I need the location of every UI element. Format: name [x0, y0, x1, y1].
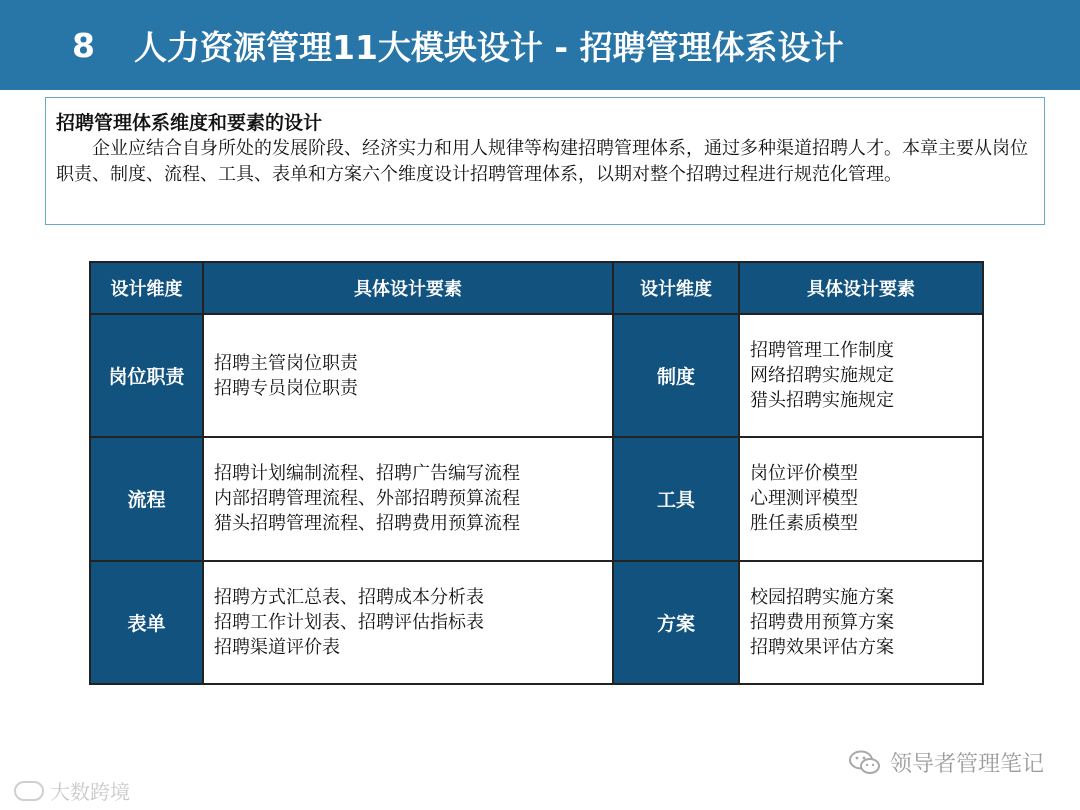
element-item: 招聘效果评估方案	[750, 636, 894, 658]
watermark-logo-icon	[14, 781, 44, 801]
wechat-label: 领导者管理笔记	[889, 752, 1044, 777]
elements-cell	[739, 561, 983, 684]
header-elements-right: 具体设计要素	[739, 262, 983, 314]
section-number: 8	[72, 25, 95, 65]
table-header-row	[90, 262, 983, 314]
intro-box	[45, 97, 1045, 225]
header-dimension-right: 设计维度	[613, 262, 739, 314]
watermark-label: 大数跨境	[50, 780, 130, 804]
dimension-cell: 制度	[613, 314, 739, 437]
dimension-cell: 流程	[90, 437, 203, 560]
title-bar	[0, 0, 1080, 90]
element-item: 胜任素质模型	[750, 513, 858, 535]
header-dimension-left: 设计维度	[90, 262, 203, 314]
intro-paragraph: 企业应结合自身所处的发展阶段、经济实力和用人规律等构建招聘管理体系，通过多种渠道招聘人才。本章主要从岗位职责、制度、流程、工具、表单和方案六个维度设计招聘管理体系，以期对整个招聘过程进行规范化管理。	[56, 138, 1028, 185]
element-item: 岗位评价模型	[750, 463, 858, 485]
element-item: 招聘渠道评价表	[214, 636, 340, 658]
element-item: 猎头招聘管理流程、招聘费用预算流程	[214, 513, 520, 535]
table-row	[90, 314, 983, 437]
element-item: 校园招聘实施方案	[750, 586, 894, 608]
element-item: 招聘计划编制流程、招聘广告编写流程	[214, 463, 520, 485]
element-item: 心理测评模型	[750, 488, 858, 510]
element-item: 猎头招聘实施规定	[750, 390, 894, 412]
element-item: 招聘主管岗位职责	[214, 352, 358, 374]
table-row	[90, 437, 983, 560]
wechat-source	[848, 747, 1044, 778]
element-item: 招聘方式汇总表、招聘成本分析表	[214, 586, 484, 608]
element-item: 招聘费用预算方案	[750, 611, 894, 633]
element-item: 招聘管理工作制度	[750, 340, 894, 362]
elements-cell	[203, 314, 613, 437]
header-elements-left: 具体设计要素	[203, 262, 613, 314]
element-item: 招聘专员岗位职责	[214, 377, 358, 399]
element-item: 招聘工作计划表、招聘评估指标表	[214, 611, 484, 633]
design-table	[89, 261, 984, 685]
dimension-cell: 岗位职责	[90, 314, 203, 437]
elements-cell	[739, 437, 983, 560]
dimension-cell: 表单	[90, 561, 203, 684]
page-title: 人力资源管理11大模块设计 - 招聘管理体系设计	[134, 27, 844, 67]
dimension-cell: 工具	[613, 437, 739, 560]
intro-heading: 招聘管理体系维度和要素的设计	[56, 112, 323, 134]
elements-cell	[203, 437, 613, 560]
element-item: 网络招聘实施规定	[750, 365, 894, 387]
elements-cell	[203, 561, 613, 684]
table-row	[90, 561, 983, 684]
elements-cell	[739, 314, 983, 437]
watermark	[14, 776, 130, 805]
dimension-cell: 方案	[613, 561, 739, 684]
element-item: 内部招聘管理流程、外部招聘预算流程	[214, 488, 520, 510]
wechat-icon	[848, 749, 882, 777]
